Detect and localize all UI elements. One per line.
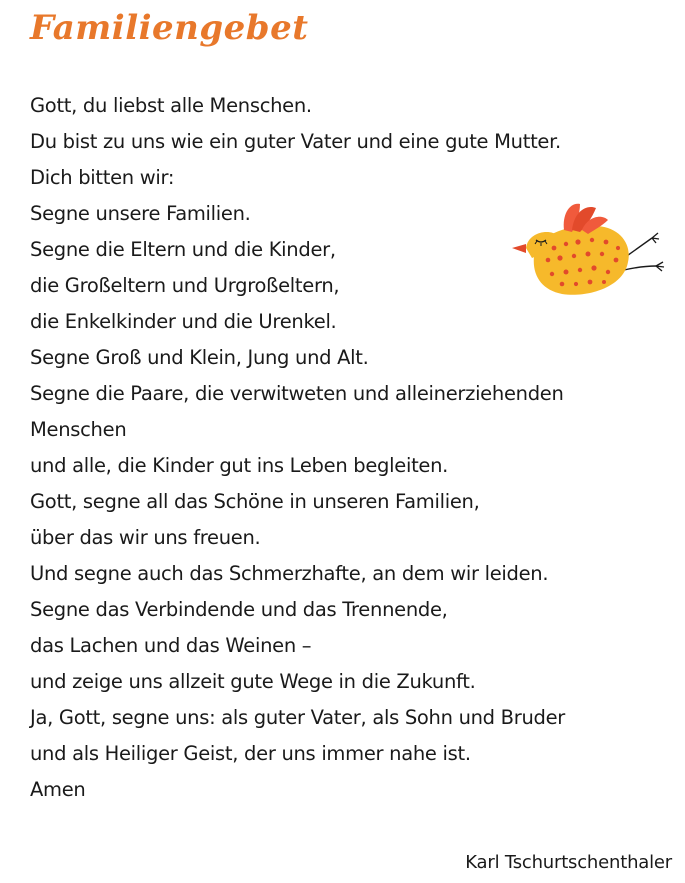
prayer-line: die Enkelkinder und die Urenkel.: [30, 310, 337, 333]
prayer-line: und zeige uns allzeit gute Wege in die Zukunft.: [30, 670, 476, 693]
page-title: Familiengebet: [30, 8, 309, 48]
prayer-line: und alle, die Kinder gut ins Leben begleiten.: [30, 454, 449, 477]
prayer-line: und als Heiliger Geist, der uns immer nahe ist.: [30, 742, 471, 765]
prayer-line: Gott, segne all das Schöne in unseren Familien,: [30, 490, 480, 513]
prayer-line: Segne Groß und Klein, Jung und Alt.: [30, 346, 369, 369]
prayer-line: Segne das Verbindende und das Trennende,: [30, 598, 448, 621]
prayer-line: Segne die Eltern und die Kinder,: [30, 238, 336, 261]
prayer-line: über das wir uns freuen.: [30, 526, 261, 549]
prayer-line: Segne unsere Familien.: [30, 202, 251, 225]
prayer-line: Und segne auch das Schmerzhafte, an dem wir leiden.: [30, 562, 549, 585]
prayer-line: Ja, Gott, segne uns: als guter Vater, als Sohn und Bruder: [30, 706, 566, 729]
prayer-line: Menschen: [30, 418, 127, 441]
author-name: Karl Tschurtschenthaler: [465, 852, 672, 873]
bird-illustration: [506, 196, 676, 306]
prayer-line: Gott, du liebst alle Menschen.: [30, 94, 312, 117]
prayer-line: Du bist zu uns wie ein guter Vater und eine gute Mutter.: [30, 130, 561, 153]
prayer-line: Amen: [30, 778, 86, 801]
prayer-line: Dich bitten wir:: [30, 166, 175, 189]
prayer-line: Segne die Paare, die verwitweten und alleinerziehenden: [30, 382, 564, 405]
prayer-line: die Großeltern und Urgroßeltern,: [30, 274, 340, 297]
prayer-line: das Lachen und das Weinen –: [30, 634, 312, 657]
